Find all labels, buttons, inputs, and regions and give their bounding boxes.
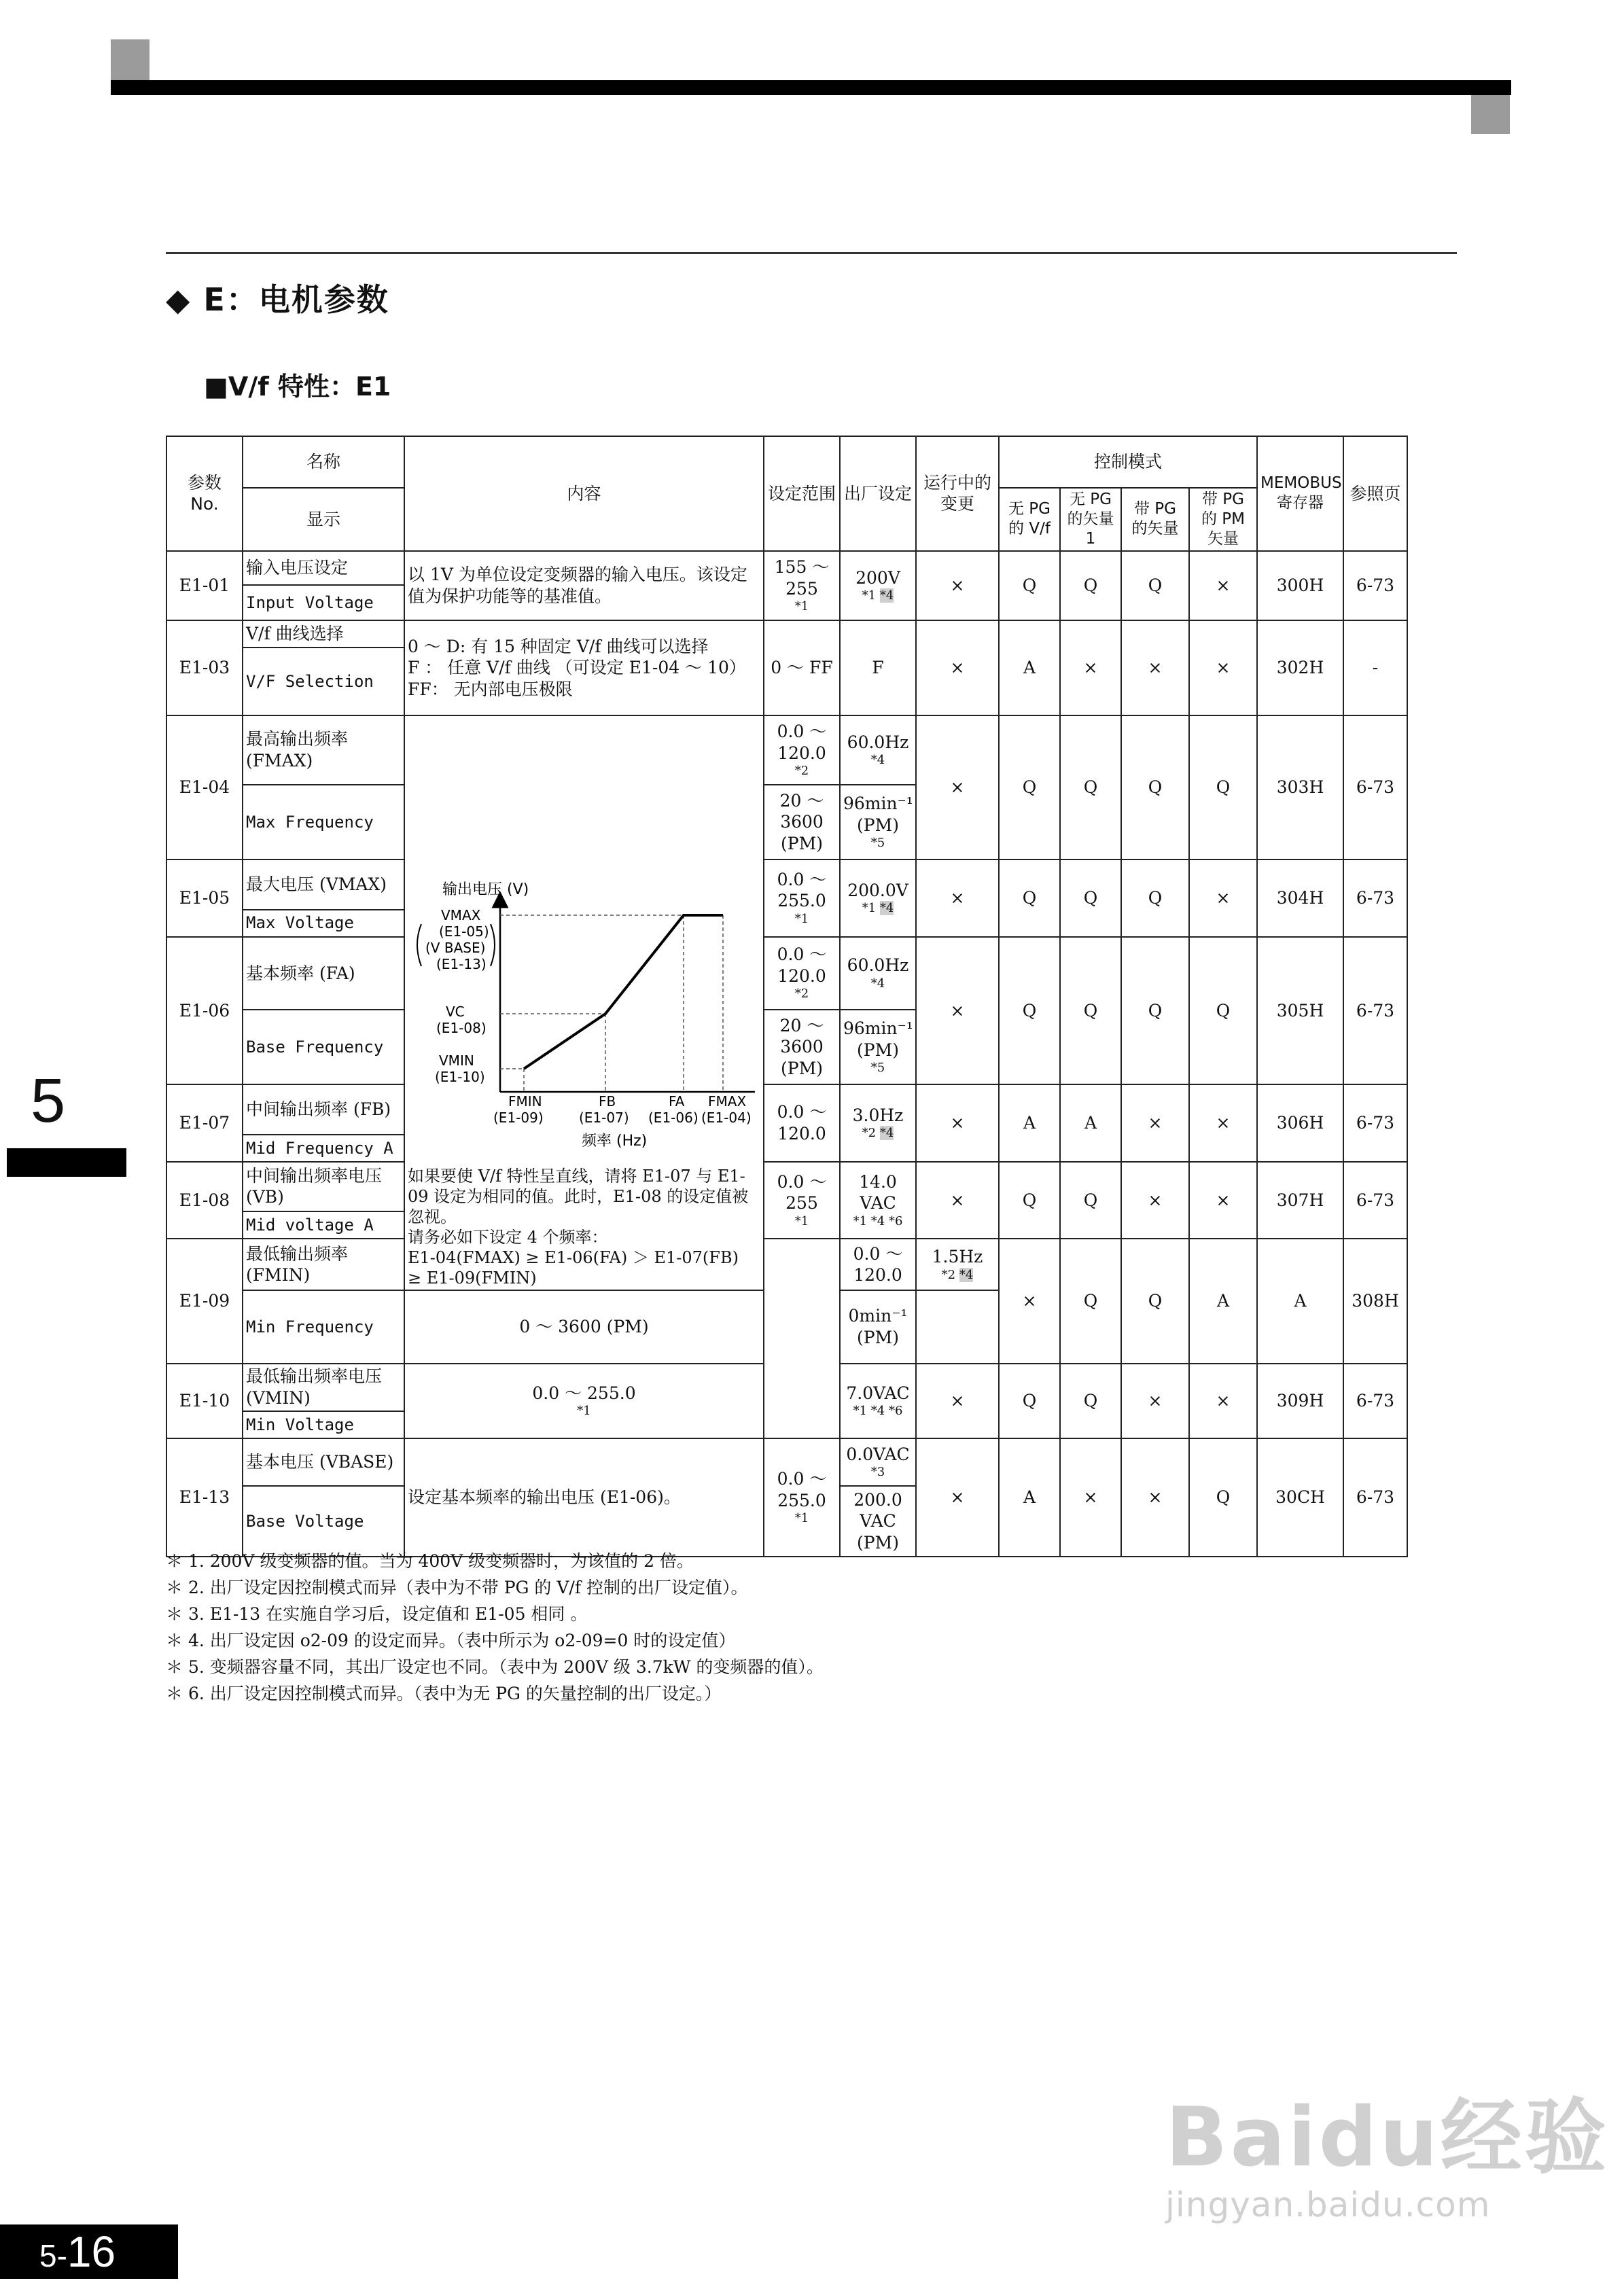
factory-setting: 14.0 VAC *1 *4 *6 (840, 1162, 916, 1239)
vbase-label: (V BASE) (425, 939, 486, 956)
setting-range-pm: 0 ～ 3600 (PM) (404, 1290, 764, 1364)
mode4-value: × (1189, 859, 1257, 937)
factory-setting: 7.0VAC *1 *4 *6 (840, 1364, 916, 1438)
vf-graph-cell (404, 715, 764, 1290)
mode3-value: × (1121, 620, 1189, 715)
description-spacer (764, 1239, 840, 1438)
memobus-register: 305H (1257, 937, 1343, 1085)
watermark-url: jingyan.baidu.com (1165, 2185, 1491, 2224)
footnote: ＊ 5. 变频器容量不同，其出厂设定也不同。（表中为 200V 级 3.7kW 的变频器的值）。 (166, 1657, 824, 1677)
runtime-change: × (916, 937, 999, 1085)
name-cn: 最低输出频率 (FMIN) (243, 1239, 404, 1290)
vc-label: VC (446, 1003, 465, 1020)
mode4-value: × (1189, 1084, 1257, 1162)
setting-range: 0 ～ FF (764, 620, 840, 715)
setting-range-pm: 20 ～ 3600 (PM) (764, 785, 840, 859)
runtime-change: × (916, 620, 999, 715)
mode4-value: Q (1189, 1438, 1257, 1557)
param-no: E1-05 (166, 859, 243, 937)
mode4-value: Q (1189, 937, 1257, 1085)
memobus-register: 304H (1257, 859, 1343, 937)
name-cn: 基本频率 (FA) (243, 937, 404, 1010)
table-row (166, 1084, 1407, 1135)
name-en: Input Voltage (243, 585, 404, 620)
mode2-value: Q (1060, 715, 1121, 859)
ref-page: - (1343, 620, 1407, 715)
table-header-row (166, 436, 1407, 488)
footnotes (166, 1548, 824, 1707)
name-cn: 基本电压 (VBASE) (243, 1438, 404, 1486)
factory-setting: 1.5Hz *2 *4 (916, 1239, 999, 1290)
memobus-register: 302H (1257, 620, 1343, 715)
runtime-change: × (916, 1084, 999, 1162)
name-en: Base Frequency (243, 1010, 404, 1084)
ref-page: 6-73 (1343, 859, 1407, 937)
table-row (166, 620, 1407, 648)
factory-setting: 60.0Hz *4 (840, 715, 916, 785)
fmin-ref: (E1-09) (493, 1109, 544, 1126)
graph-xlabel: 频率 (Hz) (582, 1132, 648, 1150)
fb-ref: (E1-07) (579, 1109, 629, 1126)
memobus-register: 307H (1257, 1162, 1343, 1239)
header-runtime: 运行中的变更 (916, 436, 999, 551)
param-no: E1-13 (166, 1438, 243, 1557)
header-display: 显示 (243, 488, 404, 551)
ref-page: 6-73 (1343, 1364, 1407, 1438)
header-range: 设定范围 (764, 436, 840, 551)
mode2-value: Q (1121, 1239, 1189, 1364)
name-en: Max Voltage (243, 910, 404, 937)
table-row (166, 551, 1407, 585)
footnote: ＊ 3. E1-13 在实施自学习后，设定值和 E1-05 相同 。 (166, 1604, 588, 1624)
vc-ref: (E1-08) (436, 1019, 487, 1036)
param-no: E1-04 (166, 715, 243, 859)
mode2-value: × (1060, 620, 1121, 715)
mode1-value: Q (999, 551, 1060, 620)
footnote: ＊ 2. 出厂设定因控制模式而异（表中为不带 PG 的 V/f 控制的出厂设定值）。 (166, 1578, 748, 1597)
ref-page: 6-73 (1343, 715, 1407, 859)
mode1-value: Q (999, 937, 1060, 1085)
header-ref: 参照页 (1343, 436, 1407, 551)
chapter-marker-bar (7, 1148, 126, 1177)
setting-range: 0.0 ～ 120.0 *2 (764, 937, 840, 1010)
name-cn: 最高输出频率 (FMAX) (243, 715, 404, 785)
header-control-mode: 控制模式 (999, 436, 1257, 488)
mode3-value: × (1121, 1438, 1189, 1557)
watermark-logo-text: Baidu经验 (1165, 2091, 1609, 2185)
runtime-change: × (999, 1239, 1060, 1364)
footnote: ＊ 4. 出厂设定因 o2-09 的设定而异。（表中所示为 o2-09=0 时的设定值） (166, 1631, 736, 1650)
mode3-value: Q (1121, 937, 1189, 1085)
mode3-value: × (1121, 1364, 1189, 1438)
setting-range: 0.0 ～ 120.0 *2 (764, 715, 840, 785)
name-cn: 最低输出频率电压 (VMIN) (243, 1364, 404, 1411)
mode4-value: × (1189, 1162, 1257, 1239)
param-no: E1-10 (166, 1364, 243, 1438)
vf-curve (524, 915, 723, 1069)
mode1-value: A (999, 1084, 1060, 1162)
name-cn: 中间输出频率电压 (VB) (243, 1162, 404, 1212)
watermark (1165, 2072, 1609, 2224)
mode3-value: Q (1121, 859, 1189, 937)
header-content: 内容 (404, 436, 764, 551)
mode3-value: Q (1121, 715, 1189, 859)
header-factory: 出厂设定 (840, 436, 916, 551)
runtime-change: × (916, 715, 999, 859)
memobus-register: 306H (1257, 1084, 1343, 1162)
setting-range-pm: 20 ～ 3600 (PM) (764, 1010, 840, 1084)
vmax-label: VMAX (441, 906, 481, 923)
memobus-register: 300H (1257, 551, 1343, 620)
mode4-value: A (1257, 1239, 1343, 1364)
factory-setting: 0.0VAC *3 (840, 1438, 916, 1486)
name-en: V/F Selection (243, 648, 404, 715)
fa-label: FA (669, 1093, 685, 1110)
runtime-change: × (916, 551, 999, 620)
name-en: Mid voltage A (243, 1211, 404, 1239)
header-mode3: 带 PG 的矢量 (1121, 488, 1189, 551)
memobus-register: 30CH (1257, 1438, 1343, 1557)
setting-range: 0.0 ～ 255.0 *1 (404, 1364, 764, 1438)
ref-page: 6-73 (1343, 551, 1407, 620)
memobus-register: 303H (1257, 715, 1343, 859)
mode4-value: × (1189, 1364, 1257, 1438)
header-gray-square-right (1471, 95, 1510, 134)
table-row (166, 937, 1407, 1010)
merged-description: 如果要使 V/f 特性呈直线，请将 E1-07 与 E1-09 设定为相同的值。此时，E1-08 的设定值被忽视。 请务必如下设定 4 个频率： E1-04(FMAX) ≥ E1-06(FA) ＞ E1-07(FB) ≥ E1-09(FMIN) (408, 1166, 749, 1288)
mode2-value: Q (1060, 551, 1121, 620)
name-en: Base Voltage (243, 1486, 404, 1557)
factory-setting-pm: 96min⁻¹ (PM) *5 (840, 785, 916, 859)
graph-ylabel: 输出电压 (V) (442, 881, 529, 898)
header-mode4: 带 PG 的 PM 矢量 (1189, 488, 1257, 551)
param-no: E1-06 (166, 937, 243, 1085)
fb-label: FB (599, 1093, 616, 1110)
fmax-ref: (E1-04) (701, 1109, 752, 1126)
mode2-value: Q (1060, 937, 1121, 1085)
ref-page: 6-73 (1343, 1438, 1407, 1557)
mode3-value: A (1189, 1239, 1257, 1364)
mode1-value: Q (999, 1162, 1060, 1239)
mode2-value: Q (1060, 1162, 1121, 1239)
subsection-title: ■V/f 特性：E1 (204, 372, 391, 402)
description: 以 1V 为单位设定变频器的输入电压。该设定值为保护功能等的基准值。 (404, 551, 764, 620)
table-row (166, 859, 1407, 910)
header-memobus: MEMOBUS 寄存器 (1257, 436, 1343, 551)
memobus-register: 308H (1343, 1239, 1407, 1364)
setting-range: 0.0 ～ 120.0 (840, 1239, 916, 1290)
param-no: E1-09 (166, 1239, 243, 1364)
mode2-value: × (1060, 1438, 1121, 1557)
table-row (166, 1438, 1407, 1486)
runtime-change: × (916, 1162, 999, 1239)
page-number: 5-16 (0, 2224, 178, 2279)
name-en: Max Frequency (243, 785, 404, 859)
chapter-number: 5 (31, 1066, 66, 1135)
param-no: E1-08 (166, 1162, 243, 1239)
name-en: Min Frequency (243, 1290, 404, 1364)
vmin-ref: (E1-10) (435, 1068, 485, 1085)
mode4-value: × (1189, 620, 1257, 715)
fmax-label: FMAX (708, 1093, 747, 1110)
ref-page: 6-73 (1343, 937, 1407, 1085)
mode2-value: Q (1060, 859, 1121, 937)
param-no: E1-03 (166, 620, 243, 715)
description: 0 ～ D: 有 15 种固定 V/f 曲线可以选择 F ： 任意 V/f 曲线 （可设定 E1-04 ～ 10） FF： 无内部电压极限 (404, 620, 764, 715)
setting-range: 0.0 ～ 120.0 (764, 1084, 840, 1162)
description: 设定基本频率的输出电压 (E1-06)。 (404, 1438, 764, 1557)
header-name: 名称 (243, 436, 404, 488)
runtime-change: × (916, 1364, 999, 1438)
ref-page: 6-73 (1343, 1162, 1407, 1239)
setting-range: 0.0 ～ 255 *1 (764, 1162, 840, 1239)
name-cn: 中间输出频率 (FB) (243, 1084, 404, 1135)
table-row (166, 715, 1407, 785)
factory-setting: F (840, 620, 916, 715)
fa-ref: (E1-06) (648, 1109, 699, 1126)
setting-range: 155 ～ 255 *1 (764, 551, 840, 620)
name-en: Mid Frequency A (243, 1135, 404, 1162)
runtime-change: × (916, 1438, 999, 1557)
vmin-label: VMIN (439, 1052, 474, 1069)
factory-setting: 3.0Hz *2 *4 (840, 1084, 916, 1162)
mode3-value: × (1121, 1162, 1189, 1239)
factory-setting-pm: 0min⁻¹ (PM) (840, 1290, 916, 1364)
header-rule (166, 252, 1457, 254)
mode1-value: Q (999, 859, 1060, 937)
mode1-value: Q (999, 1364, 1060, 1438)
factory-setting-pm: 200.0 VAC (PM) (840, 1486, 916, 1557)
mode2-value: A (1060, 1084, 1121, 1162)
factory-setting: 200V *1 *4 (840, 551, 916, 620)
header-black-bar (111, 80, 1511, 95)
setting-range: 0.0 ～ 255.0 *1 (764, 1438, 840, 1557)
mode4-value: × (1189, 551, 1257, 620)
vbase-ref: (E1-13) (436, 955, 487, 972)
param-no: E1-07 (166, 1084, 243, 1162)
name-en: Min Voltage (243, 1411, 404, 1438)
setting-range: 0.0 ～ 255.0 *1 (764, 859, 840, 937)
fmin-label: FMIN (508, 1093, 542, 1110)
mode2-value: Q (1060, 1364, 1121, 1438)
param-no: E1-01 (166, 551, 243, 620)
name-cn: 最大电压 (VMAX) (243, 859, 404, 910)
header-mode2: 无 PG 的矢量 1 (1060, 488, 1121, 551)
mode1-value: A (999, 620, 1060, 715)
header-param: 参数 No. (166, 436, 243, 551)
vf-characteristic-graph (405, 716, 764, 1165)
mode1-value: Q (999, 715, 1060, 859)
footnote: ＊ 1. 200V 级变频器的值。当为 400V 级变频器时，为该值的 2 倍。 (166, 1551, 694, 1571)
mode3-value: × (1121, 1084, 1189, 1162)
table-row (166, 1162, 1407, 1212)
header-gray-square-left (111, 39, 149, 80)
name-cn: V/f 曲线选择 (243, 620, 404, 648)
mode3-value: Q (1121, 551, 1189, 620)
mode4-value: Q (1189, 715, 1257, 859)
header-mode1: 无 PG 的 V/f (999, 488, 1060, 551)
parameter-table (166, 436, 1408, 1557)
vmax-ref: (E1-05) (439, 923, 489, 940)
ref-page: 6-73 (1343, 1084, 1407, 1162)
section-title: ◆ E：电机参数 (166, 281, 389, 318)
factory-setting: 200.0V *1 *4 (840, 859, 916, 937)
factory-setting-pm: 96min⁻¹ (PM) *5 (840, 1010, 916, 1084)
factory-setting: 60.0Hz *4 (840, 937, 916, 1010)
name-cn: 输入电压设定 (243, 551, 404, 585)
mode1-value: Q (1060, 1239, 1121, 1364)
mode1-value: A (999, 1438, 1060, 1557)
runtime-change: × (916, 859, 999, 937)
memobus-register: 309H (1257, 1364, 1343, 1438)
footnote: ＊ 6. 出厂设定因控制模式而异。（表中为无 PG 的矢量控制的出厂设定。） (166, 1684, 722, 1703)
table-row (166, 1239, 1407, 1290)
